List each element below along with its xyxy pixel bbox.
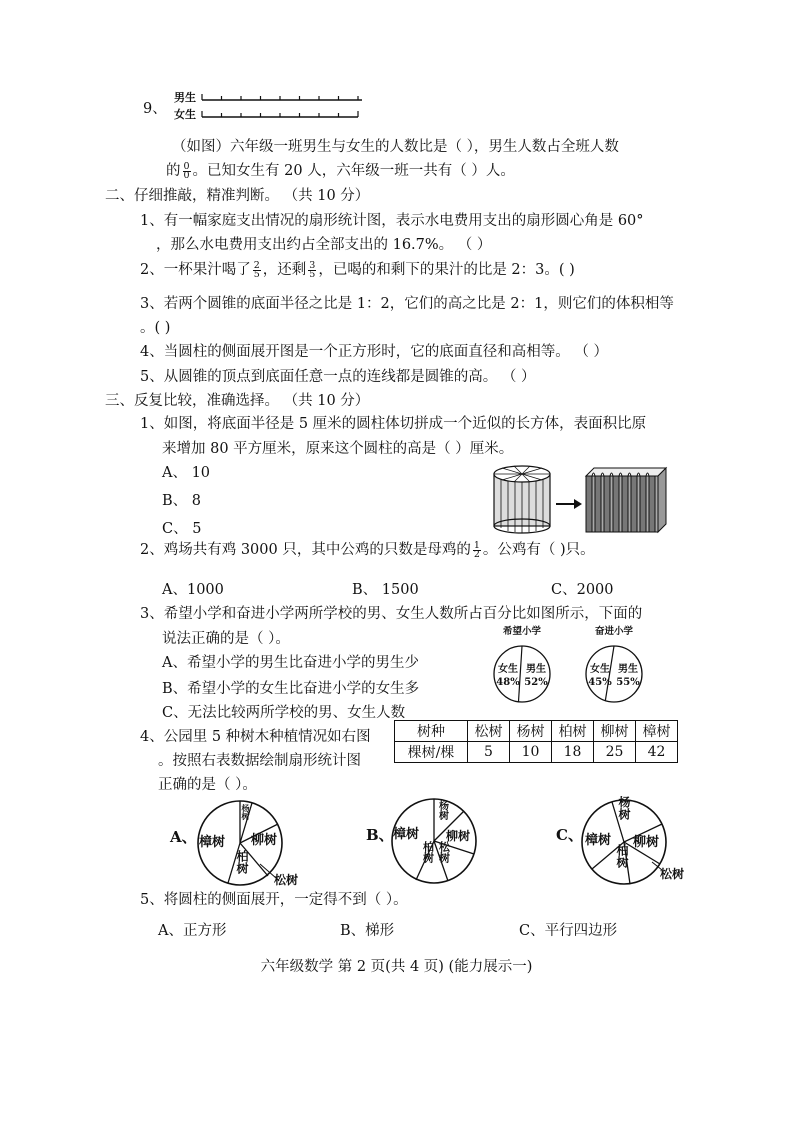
s2-q2-frac2 (308, 259, 316, 280)
page-footer: 六年级数学 第 2 页(共 4 页) (能力展示一) (260, 959, 533, 975)
option-c-willow: 柳树 (632, 835, 660, 850)
section2-title: 二、仔细推敲，精准判断。 （共 10 分） (105, 188, 370, 204)
s3-q2-option-a: A、1000 (162, 582, 224, 598)
option-b-cypress: 柏树 (421, 841, 435, 863)
s3-q4-line2: 。按照右表数据绘制扇形统计图 (158, 753, 361, 769)
s3-q3-option-a: A、希望小学的男生比奋进小学的男生少 (162, 655, 419, 671)
table-row (395, 742, 678, 763)
table-cell: 棵树/棵 (395, 742, 468, 763)
s3-q3-line2: 说法正确的是（ ）。 (162, 631, 290, 647)
s2-q4: 4、当圆柱的侧面展开图是一个正方形时，它的底面直径和高相等。 （ ） (140, 344, 608, 360)
s2-q2 (140, 261, 575, 279)
s3-q1-line2: 来增加 80 平方厘米，原来这个圆柱的高是（ ）厘米。 (162, 441, 514, 457)
option-c-cypress: 柏树 (615, 844, 629, 868)
q9-line2-pre: 的 (166, 163, 181, 179)
s3-q3-option-c: C、无法比较两所学校的男、女生人数 (162, 705, 406, 721)
cylinder-to-cuboid-figure (490, 462, 670, 540)
table-cell: 25 (594, 742, 636, 763)
s3-q2-post: 。公鸡有（ )只。 (482, 542, 595, 558)
table-cell: 42 (636, 742, 678, 763)
s2-q1-line1: 1、有一幅家庭支出情况的扇形统计图，表示水电费用支出的扇形圆心角是 60° (140, 213, 644, 229)
table-cell: 樟树 (636, 721, 678, 742)
option-a-poplar: 杨树 (241, 804, 251, 820)
option-b-letter: B、 (366, 826, 394, 844)
q9-line2-post: 。已知女生有 20 人，六年级一班一共有（ ）人。 (192, 163, 515, 179)
option-c-poplar: 杨树 (617, 796, 631, 820)
pie2-title: 奋进小学 (594, 626, 634, 637)
cylinder-icon (494, 466, 550, 533)
s3-q2 (140, 541, 595, 559)
q9-line2 (166, 162, 515, 180)
school-pie-charts (486, 622, 686, 708)
s3-q2-option-c: C、2000 (551, 582, 614, 598)
option-b-poplar: 杨树 (436, 800, 448, 820)
pie1-title: 希望小学 (502, 626, 542, 637)
s2-q2-frac2-num: 3 (309, 259, 316, 271)
q9-bar-diagram (172, 88, 362, 124)
table-cell: 5 (468, 742, 510, 763)
option-a-camphor: 樟树 (198, 835, 226, 850)
s3-q5-option-b: B、梯形 (340, 923, 395, 939)
pie1-girls-pct: 48% (496, 677, 520, 688)
tree-pie-option-b (366, 796, 486, 886)
q9-frac-num: 0 (183, 160, 190, 172)
s3-q4-line1: 4、公园里 5 种树木种植情况如右图 (140, 729, 371, 745)
table-cell: 柳树 (594, 721, 636, 742)
s2-q2-frac1-num: 2 (253, 259, 260, 271)
table-cell: 松树 (468, 721, 510, 742)
option-a-cypress: 柏树 (235, 850, 249, 874)
s3-q2-frac-den: 2 (473, 548, 480, 560)
s3-q2-option-b: B、 1500 (352, 582, 419, 598)
q9-line1: （如图）六年级一班男生与女生的人数比是（ ），男生人数占全班人数 (172, 139, 619, 155)
s3-q2-frac (473, 539, 481, 560)
table-cell: 杨树 (510, 721, 552, 742)
option-a-willow: 柳树 (250, 833, 278, 848)
s3-q5: 5、将圆柱的侧面展开，一定得不到（ ）。 (140, 892, 408, 908)
boys-label: 男生 (174, 91, 196, 104)
s3-q1-option-c: C、 5 (162, 521, 202, 537)
pie1-boys-label: 男生 (526, 664, 546, 675)
s2-q2-pre: 2、一杯果汁喝了 (140, 262, 251, 278)
s3-q1-line1: 1、如图，将底面半径是 5 厘米的圆柱体切拼成一个近似的长方体，表面积比原 (140, 416, 647, 432)
tree-pie-option-c (554, 796, 694, 888)
option-b-willow: 柳树 (445, 829, 471, 843)
s2-q1-line2: ，那么水电费用支出约占全部支出的 16.7%。 （ ） (156, 237, 492, 253)
s3-q3-line1: 3、希望小学和奋进小学两所学校的男、女生人数所占百分比如图所示，下面的 (140, 606, 643, 622)
q9-frac-den: 0 (183, 169, 190, 181)
s3-q3-option-b: B、希望小学的女生比奋进小学的女生多 (162, 681, 420, 697)
s2-q2-frac2-den: 5 (309, 268, 316, 280)
s3-q5-option-a: A、正方形 (158, 923, 227, 939)
tree-table (394, 720, 678, 763)
option-c-letter: C、 (556, 826, 583, 844)
s2-q2-frac1 (253, 259, 261, 280)
s3-q2-frac-num: 1 (473, 539, 480, 551)
option-b-pine: 松树 (437, 841, 451, 863)
s2-q3-line1: 3、若两个圆锥的底面半径之比是 1：2，它们的高之比是 2：1，则它们的体积相等 (140, 296, 674, 312)
right-arrow-icon (556, 499, 582, 509)
section3-title: 三、反复比较，准确选择。 （共 10 分） (105, 393, 370, 409)
table-row (395, 721, 678, 742)
option-c-pine: 松树 (659, 867, 685, 881)
tree-pie-option-a (168, 798, 308, 888)
pie2-boys-label: 男生 (618, 664, 638, 675)
bar-segments (202, 94, 362, 117)
cuboid-icon (586, 468, 666, 532)
s2-q5: 5、从圆锥的顶点到底面任意一点的连线都是圆锥的高。 （ ） (140, 369, 536, 385)
girls-label: 女生 (174, 108, 196, 121)
s3-q2-pre: 2、鸡场共有鸡 3000 只，其中公鸡的只数是母鸡的 (140, 542, 471, 558)
s2-q2-post: ，已喝的和剩下的果汁的比是 2：3。( ) (318, 262, 575, 278)
table-cell: 树种 (395, 721, 468, 742)
q9-number: 9、 (143, 101, 167, 117)
table-cell: 18 (552, 742, 594, 763)
pie-hope-school (494, 625, 550, 702)
q9-fraction (183, 160, 191, 181)
pie1-boys-pct: 52% (524, 677, 548, 688)
pie2-girls-label: 女生 (590, 664, 610, 675)
s2-q2-mid: ，还剩 (262, 262, 307, 278)
table-cell: 10 (510, 742, 552, 763)
s3-q5-option-c: C、平行四边形 (519, 923, 618, 939)
pie1-girls-label: 女生 (498, 664, 518, 675)
s2-q3-line2: 。( ) (140, 320, 171, 336)
pie2-boys-pct: 55% (616, 677, 640, 688)
pie-fenjin-school (586, 625, 642, 702)
option-c-camphor: 樟树 (584, 833, 612, 848)
option-a-letter: A、 (170, 828, 197, 846)
s3-q1-option-b: B、 8 (162, 493, 201, 509)
pie2-girls-pct: 45% (588, 677, 612, 688)
s3-q1-option-a: A、 10 (162, 465, 211, 481)
s3-q4-line3: 正确的是（ ）。 (158, 777, 257, 793)
option-b-camphor: 樟树 (392, 827, 420, 842)
s2-q2-frac1-den: 5 (253, 268, 260, 280)
option-a-pine: 松树 (273, 873, 299, 887)
table-cell: 柏树 (552, 721, 594, 742)
